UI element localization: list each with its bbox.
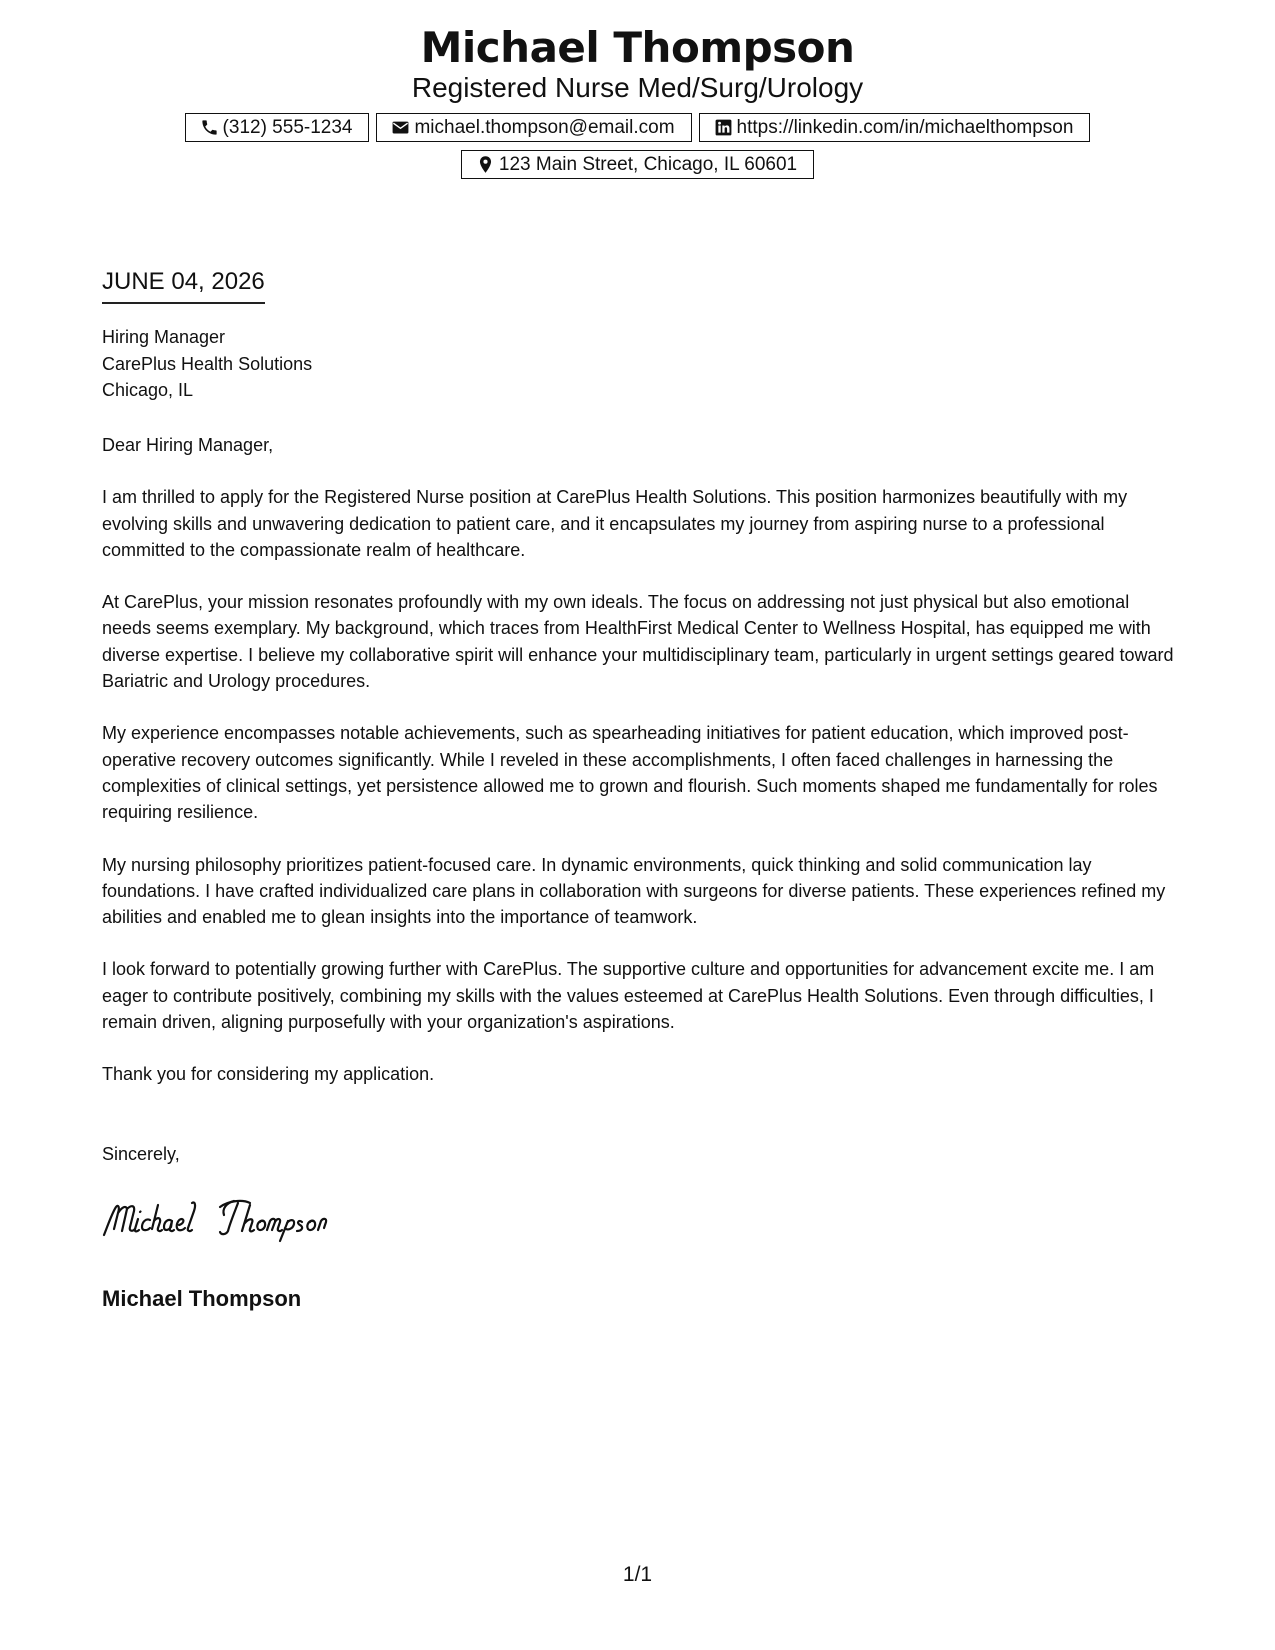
letter-body xyxy=(102,432,1180,1114)
linkedin-icon xyxy=(714,118,733,137)
closing: Sincerely, xyxy=(102,1144,180,1164)
email-contact[interactable] xyxy=(376,113,691,142)
phone-icon xyxy=(200,118,219,137)
phone-contact[interactable] xyxy=(185,113,370,142)
body-paragraph: At CarePlus, your mission resonates profoundly with my own ideals. The focus on addressing not just physical but also emotional needs seems exemplary. My background, which traces from HealthFirst Medical Center to Wellness Hospital, has equipped me with diverse expertise. I believe my collaborative spirit will enhance your multidisciplinary team, particularly in urgent settings geared toward Bariatric and Urology procedures. xyxy=(102,592,1174,692)
linkedin-text: https://linkedin.com/in/michaelthompson xyxy=(736,116,1074,138)
address-text: 123 Main Street, Chicago, IL 60601 xyxy=(498,153,798,175)
page-number: 1/1 xyxy=(622,1563,653,1586)
recipient-block xyxy=(102,324,312,404)
signed-name: Michael Thompson xyxy=(102,1286,302,1311)
recipient-line: Hiring Manager xyxy=(102,327,226,347)
envelope-icon xyxy=(391,118,410,137)
applicant-name: Michael Thompson xyxy=(420,23,855,72)
handwritten-signature xyxy=(100,1195,365,1245)
letter-date: JUNE 04, 2026 xyxy=(102,266,265,304)
map-marker-icon xyxy=(476,155,495,174)
address-contact[interactable] xyxy=(461,150,814,179)
body-paragraph: My nursing philosophy prioritizes patient-focused care. In dynamic environments, quick thinking and solid communication lay foundations. I have crafted individualized care plans in collaboration with surgeons for diverse patients. These experiences refined my abilities and enabled me to glean insights into the importance of teamwork. xyxy=(102,854,1166,928)
salutation: Dear Hiring Manager, xyxy=(102,435,274,455)
contact-row-address xyxy=(0,150,1275,179)
body-paragraph: I am thrilled to apply for the Registered Nurse position at CarePlus Health Solutions. This position harmonizes beautifully with my evolving skills and unwavering dedication to patient care, and it encapsulates my journey from aspiring nurse to a professional committed to the compassionate realm of healthcare. xyxy=(102,487,1128,560)
recipient-company: CarePlus Health Solutions xyxy=(102,353,313,374)
phone-text: (312) 555-1234 xyxy=(222,116,353,138)
applicant-title: Registered Nurse Med/Surg/Urology xyxy=(411,72,864,103)
body-paragraph: My experience encompasses notable achievements, such as spearheading initiatives for patient education, which improved post-operative recovery outcomes significantly. While I reveled in these accomplishments, I often faced challenges in harnessing the complexities of clinical settings, yet persistence allowed me to grown and flourish. Such moments shaped me fundamentally for roles requiring resilience. xyxy=(102,723,1158,823)
recipient-location: Chicago, IL xyxy=(102,380,194,400)
email-text: michael.thompson@email.com xyxy=(414,116,675,138)
body-paragraph: I look forward to potentially growing further with CarePlus. The supportive culture and opportunities for advancement excite me. I am eager to contribute positively, combining my skills with the values esteemed at CarePlus Health Solutions. Even through difficulties, I remain driven, aligning purposefully with your organization's aspirations. xyxy=(102,959,1155,1033)
thanks-line: Thank you for considering my application. xyxy=(102,1064,435,1085)
contact-row xyxy=(0,113,1275,142)
linkedin-contact[interactable] xyxy=(699,113,1091,142)
